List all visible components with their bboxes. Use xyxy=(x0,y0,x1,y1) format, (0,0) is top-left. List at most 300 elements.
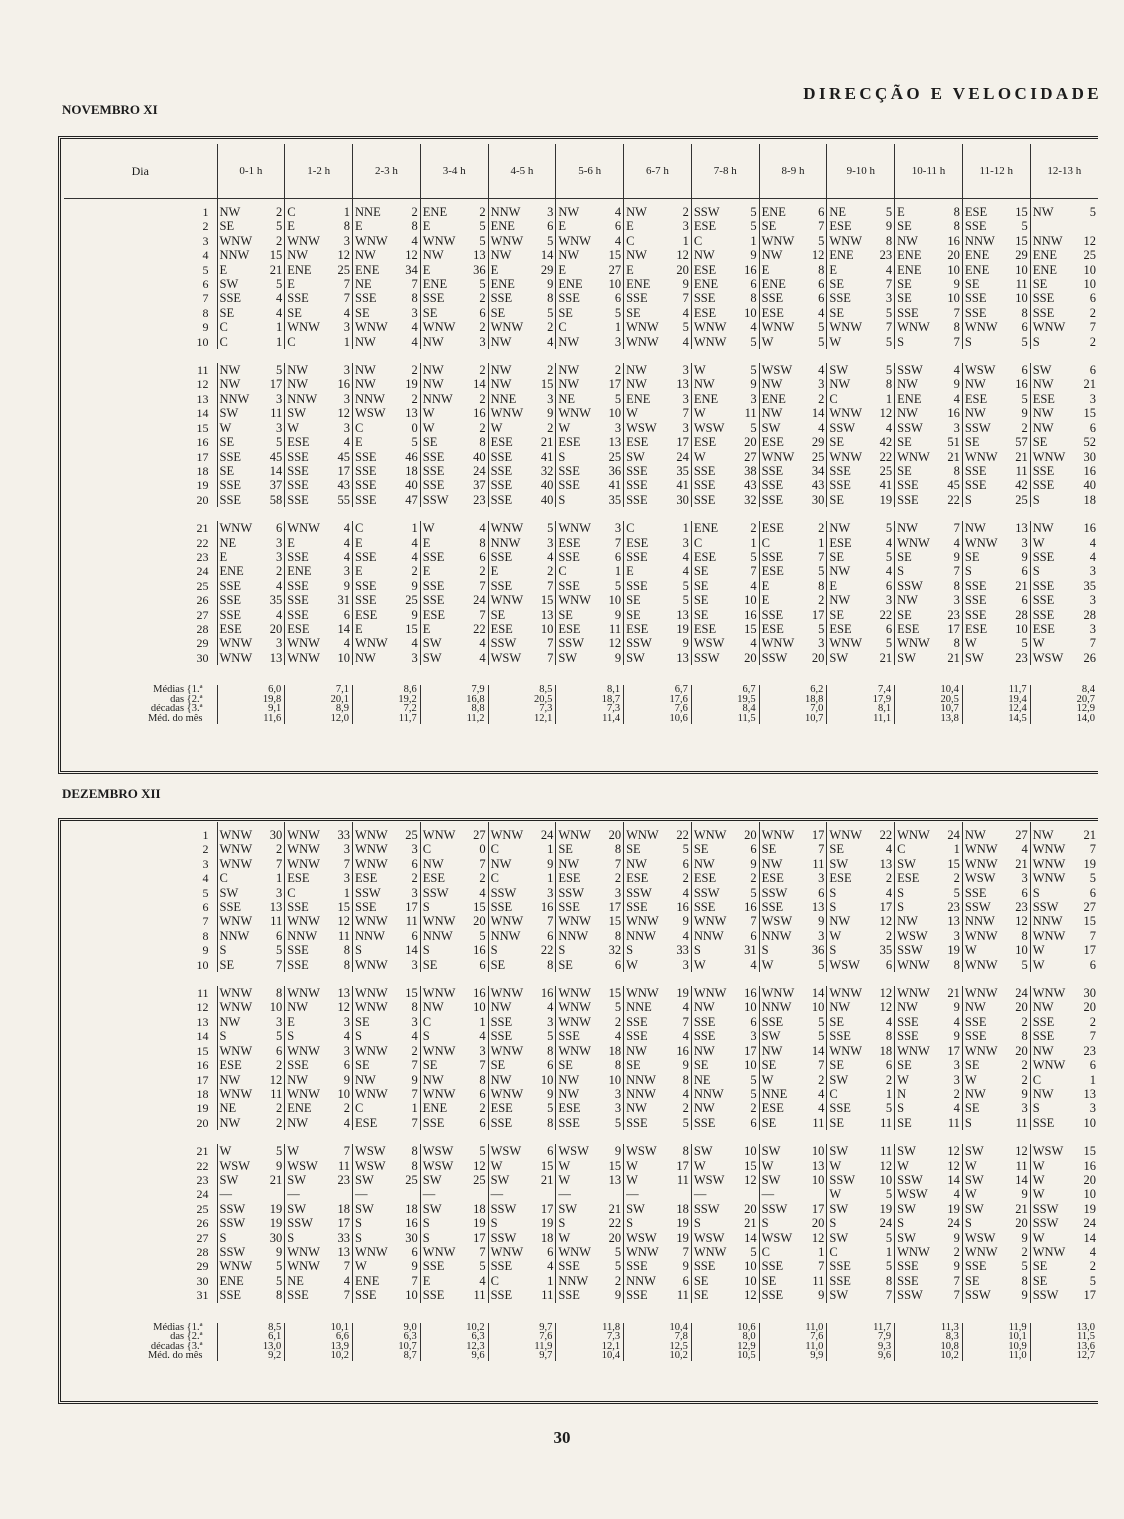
wind-direction: SSE xyxy=(287,492,309,507)
hour-cell xyxy=(624,234,692,248)
wind-direction: SSE xyxy=(422,449,445,464)
hour-cell xyxy=(488,478,556,492)
hour-cell xyxy=(353,636,421,650)
wind-speed: 3 xyxy=(343,1043,351,1058)
hour-cell xyxy=(420,608,488,622)
table-row xyxy=(64,986,1098,1000)
table-row xyxy=(64,1029,1098,1043)
wind-speed: 15 xyxy=(1083,914,1096,929)
wind-speed: 1 xyxy=(479,1014,486,1029)
wind-direction: SSE xyxy=(964,578,987,593)
wind-speed: 1 xyxy=(818,1244,825,1259)
hour-cell xyxy=(895,1058,963,1072)
wind-speed: 21 xyxy=(540,1172,554,1187)
wind-direction: ESE xyxy=(693,621,717,636)
hour-cell xyxy=(488,1288,556,1302)
hour-cell xyxy=(827,1015,895,1029)
hour-cell xyxy=(353,464,421,478)
wind-direction: WNW xyxy=(219,842,253,857)
hour-cell xyxy=(691,986,759,1000)
wind-speed: 5 xyxy=(614,578,622,593)
wind-speed: 5 xyxy=(614,391,622,406)
hour-cell xyxy=(691,1274,759,1288)
stats-row xyxy=(64,1323,1098,1333)
wind-speed: 30 xyxy=(405,1230,418,1245)
stats-value: 20,7 xyxy=(1030,695,1098,705)
wind-direction: SSE xyxy=(287,607,309,622)
wind-direction: W xyxy=(964,1187,977,1202)
hour-cell xyxy=(217,822,285,842)
wind-direction: SE xyxy=(897,607,912,622)
wind-direction: SSE xyxy=(964,1259,987,1274)
wind-speed: 19 xyxy=(676,1230,689,1245)
wind-direction: NW xyxy=(355,334,376,349)
hour-cell xyxy=(1030,914,1098,928)
table-row xyxy=(64,464,1098,478)
wind-speed: 29 xyxy=(811,435,825,450)
wind-direction: SSE xyxy=(829,478,851,493)
hour-cell xyxy=(962,1259,1030,1273)
wind-speed: 3 xyxy=(1089,391,1096,406)
wind-speed: 29 xyxy=(1015,248,1028,263)
wind-direction: SSE xyxy=(1032,1014,1055,1029)
wind-direction: WNW xyxy=(422,320,456,335)
table-row xyxy=(64,291,1098,305)
wind-speed: 17 xyxy=(947,1043,960,1058)
stats-value: 13,9 xyxy=(285,1342,353,1352)
wind-speed: 1 xyxy=(411,521,418,536)
wind-speed: 7 xyxy=(1089,1029,1096,1044)
wind-speed: 5 xyxy=(276,277,283,292)
hour-cell xyxy=(556,1288,624,1302)
wind-speed: 11 xyxy=(405,914,418,929)
wind-direction: SSE xyxy=(829,291,851,306)
hour-cell xyxy=(556,593,624,607)
wind-direction: ENE xyxy=(626,277,651,292)
wind-direction: SSW xyxy=(355,885,381,900)
wind-direction: SSE xyxy=(897,305,919,320)
wind-speed: 3 xyxy=(750,1029,757,1044)
hour-cell xyxy=(488,248,556,262)
wind-speed: 4 xyxy=(953,1187,960,1202)
wind-direction: NNW xyxy=(287,391,318,406)
hour-cell xyxy=(895,886,963,900)
hour-cell xyxy=(759,377,827,391)
wind-direction: NW xyxy=(626,1043,647,1058)
wind-direction: SE xyxy=(829,1115,844,1130)
wind-speed: 8 xyxy=(953,463,960,478)
wind-speed: 5 xyxy=(1021,219,1028,234)
hour-cell xyxy=(962,219,1030,233)
stats-value: 13,8 xyxy=(895,714,963,724)
hour-cell xyxy=(691,421,759,435)
hour-cell xyxy=(962,234,1030,248)
wind-direction: ESE xyxy=(355,1115,378,1130)
wind-speed: 16 xyxy=(744,986,757,1001)
wind-direction: ESE xyxy=(897,871,920,886)
wind-speed: 15 xyxy=(1083,1144,1096,1159)
wind-speed: 10 xyxy=(1015,262,1028,277)
wind-direction: SSE xyxy=(897,492,919,507)
stats-value: 8,1 xyxy=(827,704,895,714)
hour-cell xyxy=(827,958,895,972)
hour-cell xyxy=(353,842,421,856)
wind-direction: SSE xyxy=(626,291,648,306)
wind-speed: 21 xyxy=(947,449,960,464)
wind-speed: 3 xyxy=(953,1058,960,1073)
wind-direction: S xyxy=(422,1029,430,1044)
day-number: 10 xyxy=(196,334,209,349)
hour-cell xyxy=(691,1087,759,1101)
wind-speed: 8 xyxy=(1021,928,1028,943)
wind-speed: 40 xyxy=(540,478,554,493)
wind-speed: 18 xyxy=(879,1043,893,1058)
wind-speed: 4 xyxy=(479,521,486,536)
wind-direction: WNW xyxy=(219,1000,253,1015)
wind-speed: 15 xyxy=(1083,406,1096,421)
wind-direction: NW xyxy=(693,1101,715,1116)
wind-direction: W xyxy=(1032,943,1045,958)
wind-direction: ESE xyxy=(829,219,852,234)
wind-direction: WSW xyxy=(897,928,928,943)
wind-direction: SW xyxy=(219,885,239,900)
stats-label: Médias {1.ª xyxy=(153,1321,203,1333)
wind-speed: 12 xyxy=(1083,233,1096,248)
wind-direction: SW xyxy=(761,1172,781,1187)
wind-speed: 5 xyxy=(818,621,825,636)
wind-speed: 17 xyxy=(811,1201,825,1216)
wind-direction: WNW xyxy=(693,828,727,842)
wind-speed: 25 xyxy=(608,449,622,464)
wind-speed: 6 xyxy=(614,549,622,564)
wind-direction: S xyxy=(964,334,972,349)
wind-direction: — xyxy=(626,1187,639,1202)
wind-direction: C xyxy=(693,233,703,248)
hour-cell xyxy=(759,1259,827,1273)
wind-direction: ENE xyxy=(761,205,786,219)
wind-speed: 16 xyxy=(676,900,689,915)
wind-direction: WNW xyxy=(422,828,456,842)
hour-cell xyxy=(488,1144,556,1158)
wind-direction: W xyxy=(626,406,638,421)
wind-speed: 32 xyxy=(608,943,622,958)
table-row xyxy=(64,478,1098,492)
hour-cell xyxy=(420,248,488,262)
wind-speed: 6 xyxy=(818,885,825,900)
wind-speed: 3 xyxy=(953,420,960,435)
wind-direction: ENE xyxy=(761,391,786,406)
hour-cell xyxy=(827,636,895,650)
hour-cell xyxy=(353,914,421,928)
hour-cell xyxy=(691,320,759,334)
hour-cell xyxy=(285,550,353,564)
hour-cell xyxy=(827,842,895,856)
wind-direction: WNW xyxy=(829,406,863,421)
wind-direction: SSE xyxy=(558,1288,580,1303)
hour-cell xyxy=(962,622,1030,636)
wind-speed: 5 xyxy=(750,219,757,234)
table-row xyxy=(64,886,1098,900)
wind-speed: 3 xyxy=(276,420,283,435)
wind-direction: S xyxy=(219,1029,227,1044)
wind-direction: SSE xyxy=(897,1273,919,1288)
wind-speed: 2 xyxy=(1089,1259,1096,1274)
wind-direction: SSE xyxy=(422,578,445,593)
hour-cell xyxy=(827,1044,895,1058)
hour-cell xyxy=(556,363,624,377)
hour-column-header: 11-12 h xyxy=(962,144,1030,199)
wind-speed: 32 xyxy=(540,463,554,478)
hour-cell xyxy=(827,1087,895,1101)
wind-direction: WSW xyxy=(355,1144,386,1159)
wind-direction: NNE xyxy=(490,391,517,406)
hour-cell xyxy=(962,406,1030,420)
hour-cell xyxy=(691,435,759,449)
wind-direction: NW xyxy=(558,248,580,263)
wind-direction: WNW xyxy=(219,828,253,842)
wind-direction: SE xyxy=(490,607,506,622)
wind-speed: 15 xyxy=(405,621,418,636)
stats-label: das {2.ª xyxy=(170,1331,203,1343)
wind-direction: WNW xyxy=(897,636,930,651)
wind-direction: SE xyxy=(490,957,506,972)
hour-cell xyxy=(624,377,692,391)
hour-cell xyxy=(827,1231,895,1245)
wind-speed: 8 xyxy=(547,291,554,306)
hour-cell xyxy=(962,958,1030,972)
hour-cell xyxy=(353,564,421,578)
wind-direction: E xyxy=(355,621,363,636)
wind-speed: 4 xyxy=(343,305,351,320)
hour-cell xyxy=(759,1216,827,1230)
hour-cell xyxy=(895,1259,963,1273)
wind-speed: 1 xyxy=(750,535,757,550)
wind-speed: 24 xyxy=(473,463,486,478)
hour-cell xyxy=(962,1288,1030,1302)
wind-direction: SE xyxy=(761,1115,777,1130)
wind-speed: 20 xyxy=(811,650,825,665)
hour-cell xyxy=(624,1202,692,1216)
stats-label: das {2.ª xyxy=(170,693,203,705)
hour-cell xyxy=(353,1288,421,1302)
stats-value: 11,4 xyxy=(556,714,624,724)
wind-direction: WNW xyxy=(626,334,659,349)
wind-direction: NW xyxy=(1032,205,1054,219)
hour-cell xyxy=(895,1029,963,1043)
hour-cell xyxy=(353,1101,421,1115)
wind-speed: 3 xyxy=(750,391,757,406)
wind-speed: 15 xyxy=(608,914,622,929)
wind-speed: 2 xyxy=(479,1101,486,1116)
hour-cell xyxy=(420,593,488,607)
wind-direction: WSW xyxy=(422,1144,454,1159)
wind-speed: 6 xyxy=(885,578,893,593)
wind-speed: 17 xyxy=(269,377,283,392)
hour-cell xyxy=(488,857,556,871)
hour-cell xyxy=(1030,842,1098,856)
wind-speed: 15 xyxy=(540,377,554,392)
hour-cell xyxy=(962,536,1030,550)
wind-direction: NW xyxy=(693,1043,715,1058)
hour-cell xyxy=(624,450,692,464)
wind-speed: 5 xyxy=(953,885,960,900)
wind-direction: C xyxy=(219,871,228,886)
hour-cell xyxy=(488,822,556,842)
wind-direction: NW xyxy=(964,828,986,842)
wind-direction: SSE xyxy=(897,478,919,493)
wind-speed: 2 xyxy=(953,871,960,886)
wind-speed: 4 xyxy=(885,262,893,277)
wind-speed: 3 xyxy=(1089,1101,1096,1116)
hour-cell xyxy=(556,1073,624,1087)
decade-spacer xyxy=(64,972,1098,986)
wind-direction: NW xyxy=(897,406,918,421)
wind-direction: SE xyxy=(693,607,709,622)
wind-speed: 33 xyxy=(337,1230,351,1245)
table-row xyxy=(64,263,1098,277)
wind-direction: SE xyxy=(558,1058,573,1073)
wind-speed: 9 xyxy=(750,377,757,392)
stats-value: 9,0 xyxy=(353,1323,421,1333)
hour-cell xyxy=(488,900,556,914)
wind-speed: 22 xyxy=(608,1216,622,1231)
hour-cell xyxy=(1030,248,1098,262)
hour-cell xyxy=(962,1274,1030,1288)
day-number: 12 xyxy=(196,1000,209,1015)
wind-speed: 9 xyxy=(818,1288,825,1303)
stats-value: 6,7 xyxy=(624,685,692,695)
wind-direction: NE xyxy=(219,1101,237,1116)
wind-speed: 11 xyxy=(1015,277,1028,292)
wind-direction: SSE xyxy=(964,593,987,608)
wind-speed: 5 xyxy=(479,277,486,292)
wind-direction: WNW xyxy=(964,957,998,972)
wind-speed: 4 xyxy=(953,363,960,378)
wind-direction: SW xyxy=(964,1201,984,1216)
hour-cell xyxy=(691,636,759,650)
day-number: 27 xyxy=(196,607,209,622)
hour-cell xyxy=(420,1000,488,1014)
wind-speed: 7 xyxy=(1089,842,1096,857)
wind-direction: W xyxy=(761,334,774,349)
wind-speed: 2 xyxy=(1021,1014,1028,1029)
wind-direction: SE xyxy=(693,1288,709,1303)
wind-speed: 4 xyxy=(343,535,351,550)
wind-direction: ESE xyxy=(897,621,920,636)
wind-speed: 9 xyxy=(953,1000,960,1015)
wind-speed: 35 xyxy=(879,943,893,958)
wind-speed: 11 xyxy=(1015,1115,1028,1130)
hour-cell xyxy=(420,234,488,248)
table-row xyxy=(64,1187,1098,1201)
hour-cell xyxy=(1030,478,1098,492)
wind-speed: 4 xyxy=(411,549,418,564)
wind-speed: 3 xyxy=(953,1072,960,1087)
table-row xyxy=(64,1087,1098,1101)
hour-cell xyxy=(556,636,624,650)
wind-direction: S xyxy=(693,1216,701,1231)
wind-speed: 45 xyxy=(269,449,283,464)
hour-cell xyxy=(285,306,353,320)
wind-speed: 23 xyxy=(947,607,960,622)
wind-direction: SSE xyxy=(490,1115,513,1130)
wind-direction: SW xyxy=(761,420,781,435)
wind-direction: SW xyxy=(355,1201,374,1216)
wind-direction: WNW xyxy=(287,650,320,665)
hour-cell xyxy=(759,363,827,377)
wind-speed: 16 xyxy=(473,986,486,1001)
wind-speed: 7 xyxy=(547,650,554,665)
hour-cell xyxy=(962,1044,1030,1058)
hour-cell xyxy=(488,421,556,435)
hour-cell xyxy=(1030,943,1098,957)
wind-direction: WNW xyxy=(1032,928,1066,943)
wind-speed: 4 xyxy=(1021,842,1028,857)
wind-direction: NW xyxy=(355,1072,376,1087)
hour-cell xyxy=(285,493,353,507)
wind-direction: SSE xyxy=(626,1014,648,1029)
wind-speed: 9 xyxy=(953,377,960,392)
hour-cell xyxy=(895,900,963,914)
stats-value: 16,8 xyxy=(420,695,488,705)
hour-cell xyxy=(624,1000,692,1014)
wind-speed: 6 xyxy=(411,856,418,871)
wind-direction: S xyxy=(1032,564,1040,579)
hour-cell xyxy=(420,943,488,957)
wind-direction: W xyxy=(693,449,706,464)
wind-speed: 14 xyxy=(337,621,351,636)
wind-direction: SE xyxy=(422,1058,438,1073)
wind-speed: 5 xyxy=(750,334,757,349)
hour-cell xyxy=(1030,822,1098,842)
stats-value: 8,5 xyxy=(217,1323,285,1333)
wind-speed: 5 xyxy=(1089,871,1096,886)
stats-value: 20,5 xyxy=(488,695,556,705)
wind-direction: SW xyxy=(897,1144,916,1159)
hour-cell xyxy=(353,1159,421,1173)
wind-direction: NE xyxy=(558,391,575,406)
hour-cell xyxy=(285,1173,353,1187)
stats-value: 10,7 xyxy=(353,1342,421,1352)
wind-direction: NW xyxy=(897,1000,918,1015)
wind-speed: 4 xyxy=(818,363,825,378)
wind-direction: SSE xyxy=(761,607,784,622)
wind-speed: 22 xyxy=(540,943,554,958)
wind-speed: 4 xyxy=(682,885,689,900)
wind-speed: 5 xyxy=(276,219,283,234)
hour-cell xyxy=(1030,1231,1098,1245)
wind-direction: WNW xyxy=(1032,1058,1066,1073)
wind-direction: ESE xyxy=(829,871,852,886)
hour-cell xyxy=(962,608,1030,622)
wind-direction: NW xyxy=(422,363,444,378)
hour-cell xyxy=(895,1116,963,1130)
wind-direction: SE xyxy=(964,549,980,564)
stats-value: 7,0 xyxy=(759,704,827,714)
hour-cell xyxy=(488,871,556,885)
hour-cell xyxy=(962,320,1030,334)
wind-direction: NNW xyxy=(693,1086,724,1101)
hour-cell xyxy=(420,1073,488,1087)
wind-speed: 8 xyxy=(885,377,893,392)
hour-cell xyxy=(353,886,421,900)
wind-direction: SE xyxy=(693,1058,709,1073)
hour-cell xyxy=(759,219,827,233)
hour-cell xyxy=(285,536,353,550)
day-number: 23 xyxy=(196,1172,209,1187)
wind-speed: 5 xyxy=(547,521,554,536)
wind-direction: SSW xyxy=(897,578,923,593)
